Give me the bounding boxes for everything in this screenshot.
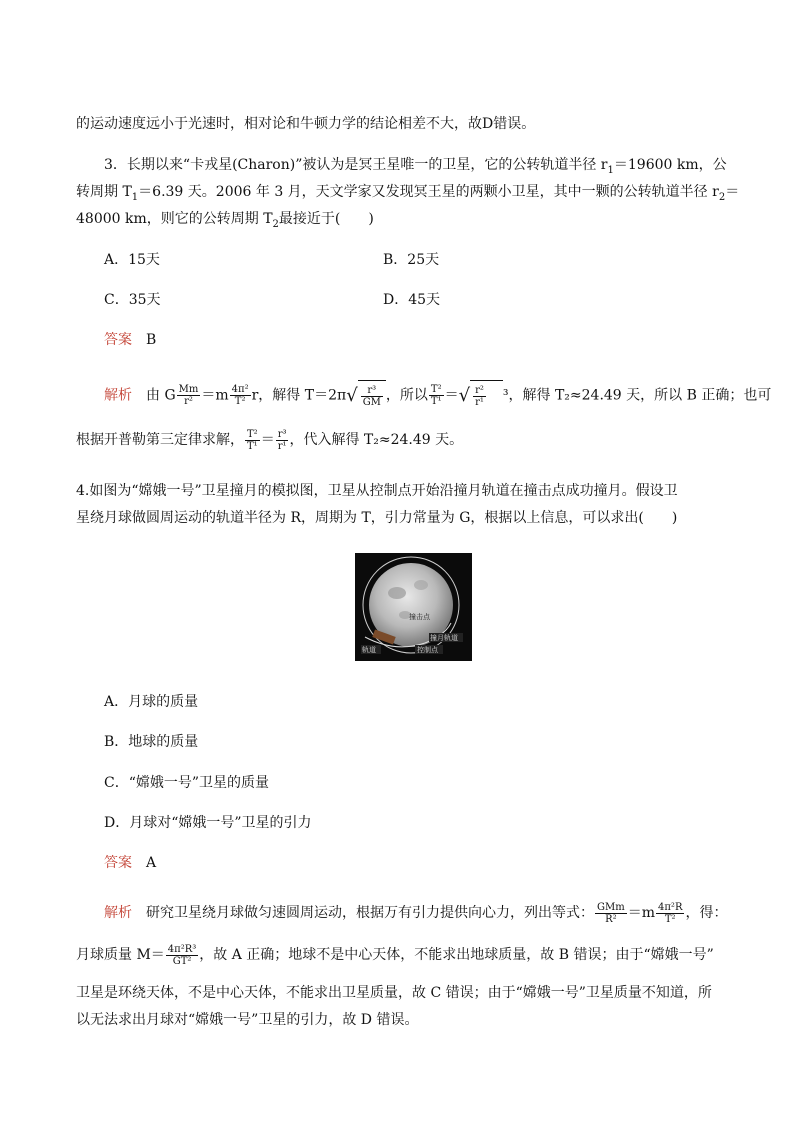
q3-answer (104, 330, 156, 350)
moon-figure (355, 553, 472, 661)
figure-label-orbit: 撞月轨道 (430, 634, 458, 642)
q3-option-a: A．15天 (104, 252, 160, 268)
answer-label: 答案 (104, 332, 132, 348)
analysis-label: 解析 (104, 387, 132, 404)
q4-analysis-line4: 以无法求出月球对“嫦娥一号”卫星的引力，故 D 错误。 (76, 1012, 419, 1028)
answer-value: B (146, 332, 157, 348)
q4-analysis-line1: 解析 研究卫星绕月球做匀速圆周运动，根据万有引力提供向心力，列出等式： $\frac{\text{GMm}}{\text{R²}}$ ＝m $\frac{\text{4π²R}}{\text{T²}}$ ，得： (104, 901, 728, 925)
fraction: $\frac{\text{4π²}}{\text{T²}}$ (231, 384, 249, 407)
fraction: $\frac{\text{r²}}{\text{r¹}}$ (475, 384, 484, 408)
q4-stem-line1: 4.如图为“嫦娥一号”卫星撞月的模拟图，卫星从控制点开始沿撞月轨道在撞击点成功撞月。假设卫 (76, 483, 678, 499)
q4-analysis-line3: 卫星是环绕天体，不是中心天体，不能求出卫星质量，故 C 错误；由于“嫦娥一号”卫星质量不知道，所 (76, 985, 712, 1001)
figure-label-track: 轨道 (362, 646, 376, 654)
q4-stem-line2: 星绕月球做圆周运动的轨道半径为 R，周期为 T，引力常量为 G，根据以上信息，可以求出( ) (76, 510, 678, 526)
q3-stem-line3: 48000 km，则它的公转周期 $T_2$最接近于( ) (76, 211, 374, 230)
analysis-label: 解析 (104, 905, 132, 921)
q3-option-c: C．35天 (104, 292, 161, 308)
fraction: $\frac{\text{T²}}{\text{T¹}}$ (247, 428, 258, 452)
fraction: $\frac{\text{GMm}}{\text{R²}}$ (597, 901, 625, 925)
q4-option-c: C．“嫦娥一号”卫星的质量 (104, 775, 270, 791)
q3-stem-line1: 3．长期以来“卡戎星(Charon)”被认为是冥王星唯一的卫星，它的公转轨道半径 $r_1=19600$ km，公 (104, 157, 727, 176)
q3-analysis-line2: 根据开普勒第三定律求解， $\frac{\text{T²}}{\text{T¹}}$ ＝ $\frac{\text{r³}}{\text{r¹}}$ ，代入解得 T₂≈24.49 天。 (76, 428, 464, 452)
q4-answer (104, 853, 156, 873)
answer-value: A (146, 855, 157, 871)
figure-label-impact: 撞击点 (409, 613, 430, 621)
q4-option-b: B．地球的质量 (104, 734, 199, 750)
q4-option-d: D．月球对“嫦娥一号”卫星的引力 (104, 815, 312, 831)
fraction: $\frac{\text{4π²R}}{\text{T²}}$ (658, 901, 683, 925)
answer-label: 答案 (104, 855, 132, 871)
q3-stem-line2: 转周期 $T_1=6.39$ 天。2006 年 3 月，天文学家又发现冥王星的两颗小卫星，其中一颗的公转轨道半径 $r_2=$ (76, 184, 740, 203)
figure-label-control: 控制点 (417, 646, 438, 654)
fraction: $\frac{Mm}{\text{r²}}$ (178, 384, 199, 407)
q3-option-b: B．25天 (383, 252, 440, 268)
q3-option-d: D．45天 (383, 292, 441, 308)
fraction: $\frac{\text{r³}}{\text{r¹}}$ (277, 428, 287, 452)
fraction: $\frac{\text{4π²R³}}{\text{GT²}}$ (167, 943, 197, 967)
text-line: 的运动速度远小于光速时，相对论和牛顿力学的结论相差不大，故D错误。 (76, 116, 536, 132)
fraction: $\frac{\text{r³}}{GM}$ (362, 384, 381, 408)
q3-analysis-line1: 解析 由 G $\frac{Mm}{\text{r²}}$ ＝m $\frac{\text{4π²}}{\text{T²}}$ r，解得 T＝2π√ $\frac{\text{r³}}{GM}$ ，所以 $\frac{\text{T²}}{\text{T¹}}$ ＝√ $\frac{\text{r²}}{\text{r¹}}$ ³，解得 T₂≈24.49 天，所以 B 正确；也可 (104, 380, 771, 411)
fraction: $\frac{\text{T²}}{\text{T¹}}$ (430, 384, 442, 407)
q4-option-a: A．月球的质量 (104, 694, 199, 710)
q4-analysis-line2: 月球质量 M＝ $\frac{\text{4π²R³}}{\text{GT²}}$ ，故 A 正确；地球不是中心天体，不能求出地球质量，故 B 错误；由于“嫦娥一号” (76, 943, 714, 967)
moon-illustration (355, 553, 472, 661)
